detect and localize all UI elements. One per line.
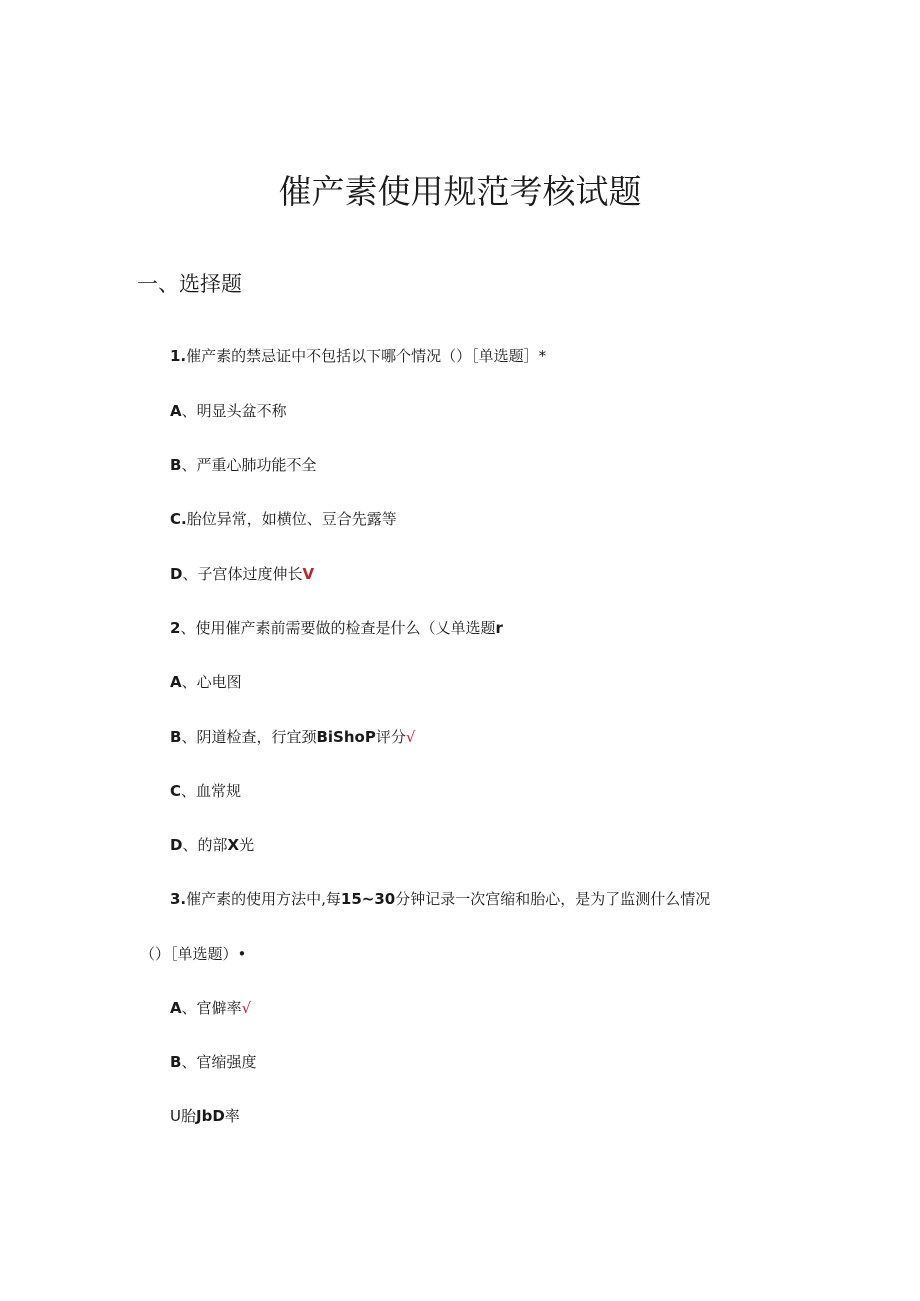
- question-number: 1.: [170, 347, 187, 365]
- option-label: C: [170, 782, 182, 800]
- option-1d: [170, 564, 314, 584]
- question-text-bold: 15~30: [340, 890, 396, 908]
- option-label: A: [170, 673, 182, 691]
- correct-mark: √: [405, 728, 416, 746]
- page-title: 催产素使用规范考核试题: [278, 172, 642, 211]
- question-text-bold: r: [495, 619, 503, 637]
- question-text: 催产素的禁忌证中不包括以下哪个情况（）［单选题］*: [186, 347, 547, 365]
- option-text: 率: [224, 1107, 240, 1125]
- option-text: 血常规: [196, 782, 242, 800]
- question-text: 催产素的使用方法中,每: [186, 890, 341, 908]
- option-text-bold: JbD: [196, 1107, 225, 1125]
- option-text: 严重心肺功能不全: [196, 456, 317, 474]
- question-number: 3.: [170, 890, 187, 908]
- option-label: C.: [170, 510, 187, 528]
- option-text: 明显头盆不称: [196, 402, 287, 420]
- correct-mark: V: [302, 565, 315, 583]
- option-label: D: [170, 565, 183, 583]
- option-2c: [170, 781, 241, 801]
- option-label: D: [170, 836, 183, 854]
- option-3a: [170, 998, 251, 1018]
- option-sep: 、: [181, 402, 197, 420]
- question-text: 、使用催产素前需要做的检查是什么（乂单选题: [180, 619, 496, 637]
- question-2: [170, 618, 503, 638]
- option-sep: 、: [181, 456, 197, 474]
- option-label: A: [170, 999, 182, 1017]
- option-3b: [170, 1052, 256, 1072]
- option-3c: [170, 1106, 240, 1126]
- option-label: B: [170, 456, 182, 474]
- option-label: U: [170, 1107, 181, 1125]
- question-number: 2: [170, 619, 181, 637]
- option-text: 的部: [197, 836, 228, 854]
- option-2d: [170, 835, 254, 855]
- option-text: 评分: [375, 728, 406, 746]
- option-1a: [170, 401, 287, 421]
- option-text: 胎位异常，如横位、豆合先露等: [186, 510, 397, 528]
- option-1b: [170, 455, 316, 475]
- correct-mark: √: [241, 999, 252, 1017]
- option-text: 官僻率: [196, 999, 242, 1017]
- option-sep: 、: [181, 673, 197, 691]
- question-3: [170, 889, 710, 909]
- option-text-bold: X: [227, 836, 240, 854]
- option-sep: 、: [182, 565, 198, 583]
- option-2a: [170, 672, 242, 692]
- option-1c: [170, 509, 397, 529]
- option-text: 心电图: [196, 673, 242, 691]
- option-label: B: [170, 728, 182, 746]
- option-text: 光: [239, 836, 255, 854]
- question-text: 分钟记录一次宫缩和胎心，是为了监测什么情况: [395, 890, 711, 908]
- option-text: 胎: [180, 1107, 196, 1125]
- option-sep: 、: [181, 728, 197, 746]
- option-text: 阴道检查，行宜颈: [196, 728, 317, 746]
- option-sep: 、: [181, 782, 197, 800]
- option-sep: 、: [181, 999, 197, 1017]
- option-text-bold: BiShoP: [316, 728, 376, 746]
- option-text: 子宫体过度伸长: [197, 565, 303, 583]
- option-sep: 、: [182, 836, 198, 854]
- option-sep: 、: [181, 1053, 197, 1071]
- option-label: B: [170, 1053, 182, 1071]
- option-label: A: [170, 402, 182, 420]
- option-2b: [170, 727, 415, 747]
- question-1: [170, 346, 546, 366]
- question-3-line2: （）［单选题）•: [140, 945, 247, 963]
- option-text: 官缩强度: [196, 1053, 257, 1071]
- section-heading: 一、选择题: [137, 272, 242, 296]
